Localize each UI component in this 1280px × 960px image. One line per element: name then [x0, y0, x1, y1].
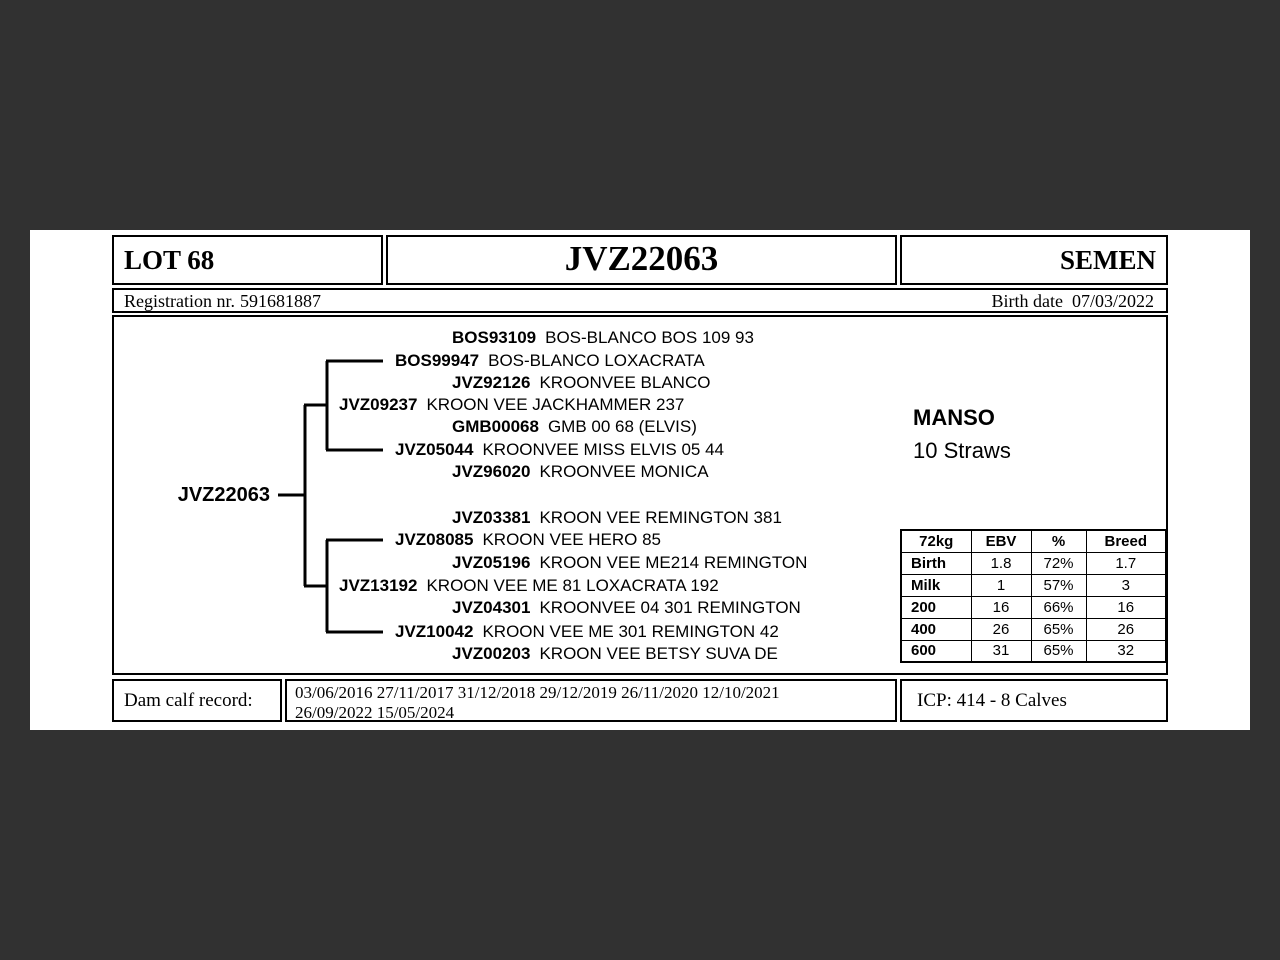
ebv-value: 1.8 [971, 552, 1031, 574]
registration-label: Registration nr. [124, 291, 235, 311]
ebv-row [901, 574, 1166, 596]
ebv-row [901, 596, 1166, 618]
ebv-row [901, 640, 1166, 662]
pedigree-animal-name: KROON VEE ME 301 REMINGTON 42 [482, 622, 779, 641]
pedigree-animal-id: JVZ05196 [452, 553, 531, 572]
breed-value: 3 [1086, 574, 1166, 596]
pedigree-animal-id: JVZ05044 [395, 440, 474, 459]
breed-value: 26 [1086, 618, 1166, 640]
pedigree-animal-id: JVZ03381 [452, 508, 531, 527]
pedigree-root-id: JVZ22063 [177, 484, 270, 506]
pedigree-animal-name: KROON VEE HERO 85 [482, 530, 662, 549]
pedigree-row [339, 576, 719, 596]
pedigree-animal-id: JVZ96020 [452, 462, 531, 481]
lot-number: LOT 68 [112, 235, 383, 285]
pedigree-row [452, 373, 710, 393]
pedigree-animal-name: KROONVEE BLANCO [539, 373, 711, 392]
registration-value: 591681887 [240, 291, 321, 311]
pedigree-animal-id: JVZ00203 [452, 644, 531, 663]
icp-summary: ICP: 414 - 8 Calves [900, 679, 1168, 722]
ebv-row-label: 200 [901, 596, 971, 618]
ebv-row [901, 552, 1166, 574]
ebv-header-weight: 72kg [901, 530, 971, 552]
registration-row [112, 288, 1168, 313]
ebv-row-label: 400 [901, 618, 971, 640]
ebv-header-row [901, 530, 1166, 552]
pedigree-animal-id: JVZ09237 [339, 395, 418, 414]
birth-date [992, 291, 1155, 312]
ebv-row [901, 618, 1166, 640]
pedigree-row [452, 644, 778, 664]
pedigree-animal-id: JVZ04301 [452, 598, 531, 617]
pedigree-row [395, 351, 705, 371]
accuracy-value: 65% [1031, 640, 1086, 662]
ebv-value: 16 [971, 596, 1031, 618]
document-page [30, 230, 1250, 730]
breed-name: MANSO [913, 405, 995, 430]
ebv-header-ebv: EBV [971, 530, 1031, 552]
pedigree-animal-name: KROONVEE 04 301 REMINGTON [539, 598, 801, 617]
pedigree-animal-name: KROONVEE MONICA [539, 462, 709, 481]
sale-category: SEMEN [900, 235, 1168, 285]
pedigree-animal-name: GMB 00 68 (ELVIS) [547, 417, 697, 436]
dam-calf-record-dates: 03/06/2016 27/11/2017 31/12/2018 29/12/2019 26/11/2020 12/10/2021 26/09/2022 15/05/2024 [285, 679, 897, 722]
pedigree-animal-id: JVZ08085 [395, 530, 474, 549]
pedigree-animal-id: BOS93109 [452, 328, 537, 347]
ebv-value: 31 [971, 640, 1031, 662]
accuracy-value: 66% [1031, 596, 1086, 618]
pedigree-animal-name: KROON VEE JACKHAMMER 237 [426, 395, 685, 414]
catalog-sheet [112, 235, 1168, 722]
pedigree-animal-name: KROON VEE ME 81 LOXACRATA 192 [426, 576, 719, 595]
ebv-row-label: 600 [901, 640, 971, 662]
accuracy-value: 65% [1031, 618, 1086, 640]
pedigree-animal-name: KROONVEE MISS ELVIS 05 44 [482, 440, 725, 459]
ebv-header-breed: Breed [1086, 530, 1166, 552]
pedigree-row [339, 395, 684, 415]
pedigree-row [452, 417, 697, 437]
ebv-header-accuracy: % [1031, 530, 1086, 552]
ebv-row-label: Birth [901, 552, 971, 574]
birth-date-label: Birth date [991, 291, 1063, 311]
pedigree-row [452, 553, 807, 573]
pedigree-animal-name: BOS-BLANCO BOS 109 93 [545, 328, 754, 347]
pedigree-animal-name: BOS-BLANCO LOXACRATA [488, 351, 705, 370]
birth-date-value: 07/03/2022 [1071, 291, 1154, 311]
pedigree-animal-id: JVZ10042 [395, 622, 474, 641]
breed-value: 32 [1086, 640, 1166, 662]
breed-value: 1.7 [1086, 552, 1166, 574]
ebv-value: 26 [971, 618, 1031, 640]
ebv-value: 1 [971, 574, 1031, 596]
pedigree-animal-id: GMB00068 [452, 417, 539, 436]
pedigree-row [395, 530, 661, 550]
pedigree-animal-id: JVZ92126 [452, 373, 531, 392]
accuracy-value: 57% [1031, 574, 1086, 596]
registration-number [124, 291, 321, 312]
breed-value: 16 [1086, 596, 1166, 618]
pedigree-row [452, 598, 801, 618]
pedigree-animal-id: JVZ13192 [339, 576, 418, 595]
pedigree-row [395, 622, 779, 642]
ebv-table [900, 529, 1167, 663]
pedigree-row [452, 328, 754, 348]
straws-count: 10 Straws [913, 438, 1011, 463]
pedigree-row [452, 508, 782, 528]
ebv-table-wrap [900, 529, 1167, 663]
pedigree-animal-name: KROON VEE REMINGTON 381 [539, 508, 782, 527]
animal-id-title: JVZ22063 [386, 235, 897, 285]
pedigree-row [395, 440, 724, 460]
accuracy-value: 72% [1031, 552, 1086, 574]
pedigree-animal-name: KROON VEE ME214 REMINGTON [539, 553, 808, 572]
dam-calf-record-label: Dam calf record: [112, 679, 282, 722]
pedigree-animal-id: BOS99947 [395, 351, 480, 370]
pedigree-row [452, 462, 709, 482]
pedigree-animal-name: KROON VEE BETSY SUVA DE [539, 644, 778, 663]
ebv-row-label: Milk [901, 574, 971, 596]
